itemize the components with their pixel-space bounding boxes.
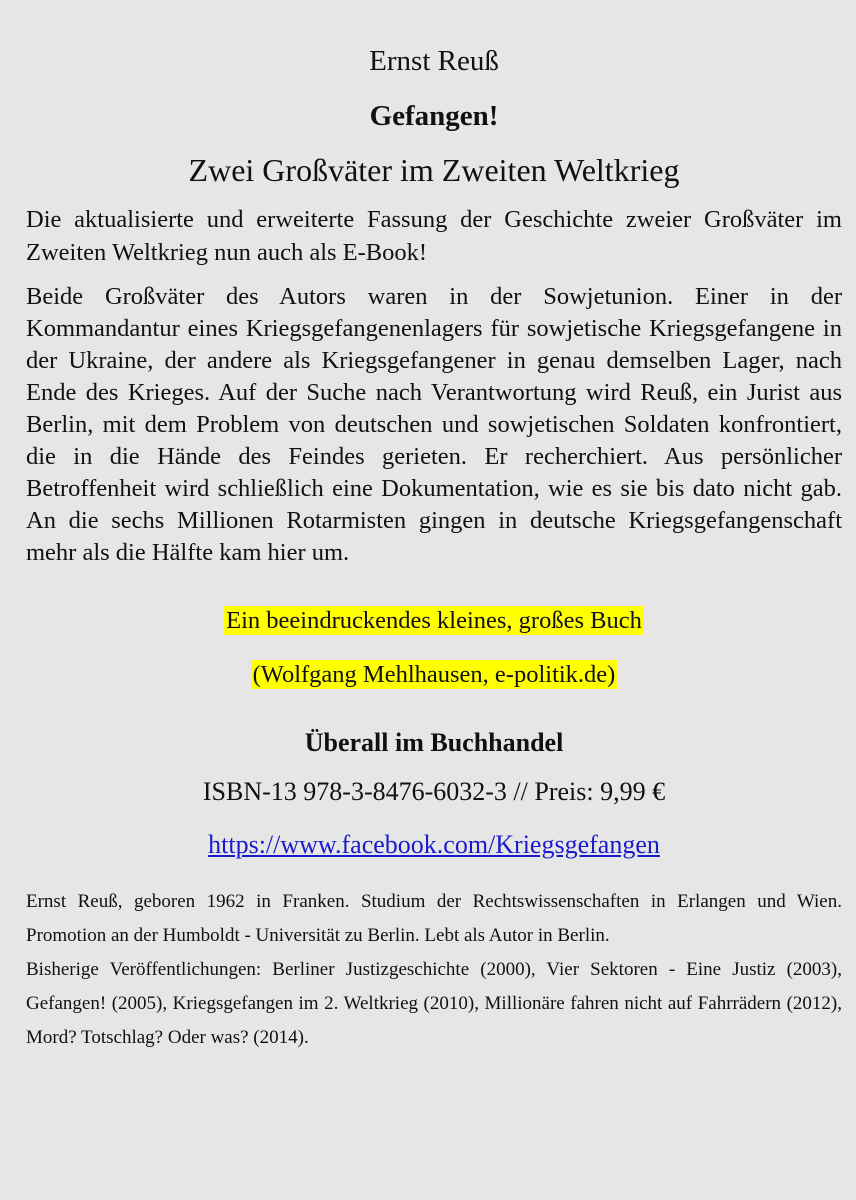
facebook-link[interactable]: https://www.facebook.com/Kriegsgefangen (208, 830, 660, 859)
isbn-price: ISBN-13 978-3-8476-6032-3 // Preis: 9,99 € (202, 777, 666, 806)
book-title: Gefangen! (369, 100, 499, 132)
review-quote-text: Ein beeindruckendes kleines, großes Buch (226, 607, 642, 634)
book-subtitle: Zwei Großväter im Zweiten Weltkrieg (188, 152, 680, 188)
intro-paragraph: Die aktualisierte und erweiterte Fassung der Geschichte zweier Großväter im Zweiten Weltkrieg nun auch als E-Book! (26, 206, 842, 266)
facebook-link-row (26, 829, 842, 861)
publications-list: Bisherige Veröffentlichungen: Berliner Justizgeschichte (2000), Vier Sektoren - Eine Justiz (2003), Gefangen! (2005), Kriegsgefangen im 2. Weltkrieg (2010), Millionäre fahren nicht auf Fahrrädern (2012), Mord? Totschlag? Oder was? (2014). (26, 959, 842, 1048)
review-source-text: (Wolfgang Mehlhausen, e-politik.de) (252, 661, 616, 688)
review-source (26, 659, 842, 691)
author-name: Ernst Reuß (369, 45, 499, 77)
availability-notice: Überall im Buchhandel (304, 728, 564, 757)
review-quote (26, 605, 842, 637)
description-paragraph: Beide Großväter des Autors waren in der Sowjetunion. Einer in der Kommandantur eines Kriegsgefangenenlagers für sowjetische Kriegsgefangene in der Ukraine, der andere als Kriegsgefangener in genau demselben Lager, nach Ende des Krieges. Auf der Suche nach Verantwortung wird Reuß, ein Jurist aus Berlin, mit dem Problem von deutschen und sowjetischen Soldaten konfrontiert, die in die Hände des Feindes gerieten. Er recherchiert. Aus persönlicher Betroffenheit wird schließlich eine Dokumentation, wie es sie bis dato nicht gab. An die sechs Millionen Rotarmisten gingen in deutsche Kriegsgefangenschaft mehr als die Hälfte kam hier um. (26, 283, 842, 566)
author-bio: Ernst Reuß, geboren 1962 in Franken. Studium der Rechtswissenschaften in Erlangen und Wien. Promotion an der Humboldt - Universität zu Berlin. Lebt als Autor in Berlin. (26, 891, 842, 946)
